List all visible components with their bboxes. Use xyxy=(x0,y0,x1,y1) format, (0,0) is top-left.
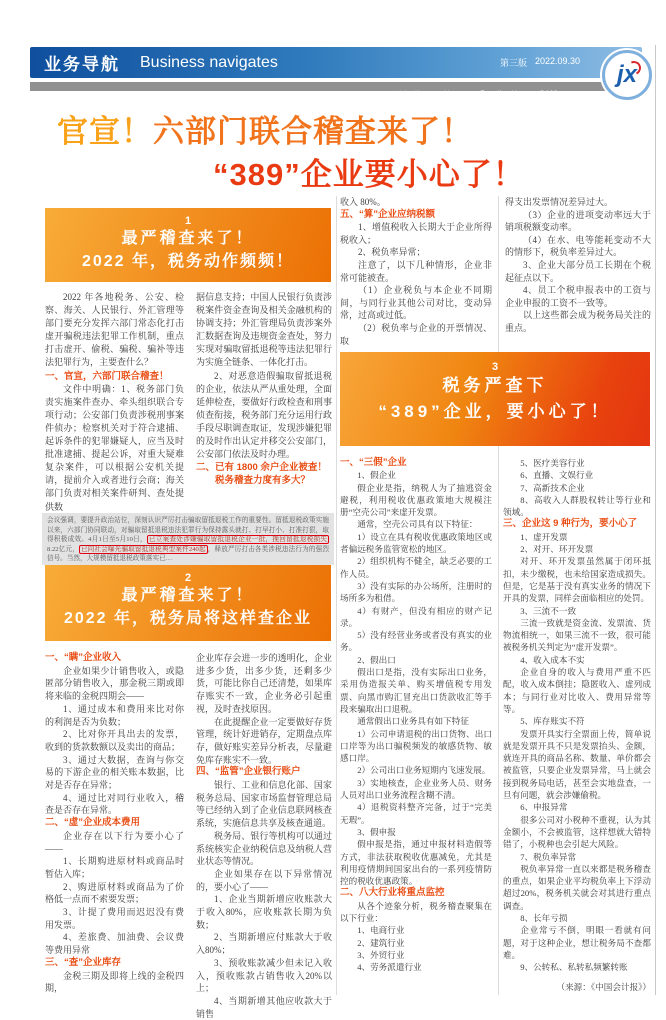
paragraph: 4、收入成本不实 xyxy=(520,654,585,665)
paragraph: 1）设立在具有税收优惠政策地区或者偏远税务监管宽松的地区。 xyxy=(340,531,492,555)
section3-title-line2: “389”企业，要小心了！ xyxy=(378,402,612,421)
section1-number: 1 xyxy=(184,215,192,227)
paragraph: 金税三期及即将上线的金税四期， xyxy=(45,970,184,994)
section3-column-right xyxy=(503,457,651,995)
section2-column-far-right-top xyxy=(505,196,651,348)
section2-title-line1: 最严稽查来了！ xyxy=(121,587,255,604)
main-headline-line2: “389”企业要小心了！ xyxy=(213,157,525,192)
masthead-logo-icon xyxy=(602,50,652,100)
paragraph: 4、劳务派遣行业 xyxy=(357,962,422,973)
paragraph: 二、已有 1800 余户企业被查！ xyxy=(196,462,327,474)
paragraph: 银行、工业和信息化部、国家税务总局、国家市场监督管理总局等已经纳入到了企业信息联网核查系统，实施信息共享及核查通道。 xyxy=(196,780,332,829)
main-headline-line1 xyxy=(57,106,473,151)
paragraph: 3、假申报 xyxy=(357,826,396,837)
paragraph: 三、企业这 9 种行为，要小心了 xyxy=(503,518,638,530)
paragraph: 4）有财产，但没有相应的财产记录。 xyxy=(340,605,492,628)
paragraph: 5、库存账实不符 xyxy=(520,716,585,727)
paragraph: 四、“监管”企业银行账户 xyxy=(196,766,301,778)
paragraph: 9、公转私、私转私频繁转账 xyxy=(520,962,628,973)
paragraph: 2）公司出口业务短期内飞速发展。 xyxy=(357,765,491,776)
paragraph: 1、通过成本和费用来比对你的利润是否为负数； xyxy=(45,703,184,727)
paragraph: 据信息支持；中国人民银行负责涉税案件资金查询及相关金融机构的协调支持；外汇管理局负责涉案外汇数据查询及违规资金查处，努力实现对骗取留抵退税等违法犯罪行为实施全链条、一体化打击。 xyxy=(196,292,332,368)
paragraph: 假企业是指，纳税人为了抽逃资金避税，利用税收优惠政策地大规模注册“空壳公司”来虚开发票。 xyxy=(340,482,492,518)
publication-date: 2022.09.30 xyxy=(534,56,580,66)
paragraph: 3、计提了费用而迟迟没有费用发票。 xyxy=(45,907,184,930)
paragraph: 4、差旅费、加油费、会议费等费用异常 xyxy=(45,932,184,956)
section1-column-left xyxy=(45,291,184,512)
meeting-note-box xyxy=(42,513,334,565)
section1-header-box xyxy=(45,208,331,282)
paragraph: 4、通过比对同行业收入，稽查是否存在异常。 xyxy=(45,792,184,816)
masthead-bar xyxy=(30,47,642,78)
paragraph: 7、高新技术企业 xyxy=(520,482,585,493)
note-highlight-1: 已立案查处涉嫌骗取留抵退税企业一批，挽回留抵退税损失 xyxy=(148,536,328,544)
paragraph: 3、外贸行业 xyxy=(357,949,405,960)
section2-number: 2 xyxy=(184,572,192,584)
paragraph: （来源：《中国会计报》） xyxy=(556,982,651,993)
paragraph: 3）没有实际的办公场所，注册时的场所多为租借。 xyxy=(340,580,492,604)
paragraph: 1、假企业 xyxy=(357,470,396,481)
paragraph: 从各个迹象分析，税务稽查聚集在以下行业： xyxy=(340,900,492,923)
paragraph: （4）在水、电等能耗变动不大的情形下，税负率差异过大。 xyxy=(505,234,651,258)
paragraph: 2、对恶意造假骗取留抵退税的企业，依法从严从重处理，全面延伸检查，要做好行政检查和刑事侦查衔接，税务部门充分运用行政手段尽职调查取证，发现涉嫌犯罪的及时作出认定并移交公安部门，公安部门依法及时办理。 xyxy=(196,370,332,460)
note-text-pre: 会议强调，要提升政治站位，深刻认识严厉打击骗取留抵退税工作的重要性。留抵退税政策实施以来，六部门协同联动，对骗取留抵退税违法犯罪行为保持露头就打、打早打小、打准打狠，取得积极成效。4月1日至5月10日， xyxy=(47,517,329,544)
section3-header-box xyxy=(340,352,650,446)
note-highlight-2: 已向社会曝光骗取留抵退税典型案件240起 xyxy=(80,545,206,553)
paragraph: 3、企业大部分员工长期在个税起征点以下。 xyxy=(505,259,651,283)
paragraph: 3、通过大数据，查询与你交易的下游企业的相关账本数据，比对是否存在异常； xyxy=(45,754,184,791)
headline-rest: 六部门联合稽查来了！ xyxy=(153,114,473,149)
paragraph: 假出口是指，没有实际出口业务，采用伪造报关单、购买增值税专用发票、向黑市购汇冒充出口货款收汇等手段来骗取出口退税。 xyxy=(340,667,492,714)
paragraph: 4）退税资料整齐完备，过于“完美无瑕”。 xyxy=(340,802,492,825)
paragraph: 5）没有经营业务或者没有真实的业务。 xyxy=(340,630,492,653)
paragraph: 2022 年各地税务、公安、检察、海关、人民银行、外汇管理等部门要充分发挥六部门常态化打击虚开骗税违法犯罪工作机制，重点打击虚开、偷税、骗税、骗补等违法犯罪行为，主要查什么？ xyxy=(45,292,184,368)
paragraph: 税务稽查力度有多大？ xyxy=(215,475,311,487)
paragraph: （1）企业税负与本企业不同期间，与同行业其他公司对比，变动异常，过高或过低。 xyxy=(340,285,492,321)
contact-url: http://www.cskb.sx.com E-mail:cskbpaper@163.com xyxy=(399,90,574,97)
section2-header-box xyxy=(45,565,331,641)
paragraph: 7、税负率异常 xyxy=(520,851,577,862)
paragraph: 税负率异常一直以来都是税务稽查的重点，如果企业平均税负率上下浮动超过20%，税务机关就会对其进行重点调查。 xyxy=(503,863,651,911)
paragraph: 企业存在以下行为要小心了—— xyxy=(45,830,184,854)
section2-column-middle-top xyxy=(340,196,492,348)
note-text-mid: 8.22亿元， xyxy=(47,545,79,553)
column-divider xyxy=(336,196,337,995)
section-title-en: Business navigates xyxy=(140,53,278,71)
section2-title-line2: 2022 年，税务局将这样查企业 xyxy=(63,610,313,627)
paragraph: 2、当期新增应付账款大于收入80%； xyxy=(196,932,332,956)
edition-number: 第三版 xyxy=(499,58,527,68)
paragraph: 3、预收账款减少但未记入收入，预收账款占销售收入20%以上； xyxy=(196,957,332,994)
paragraph: 二、八大行业将重点监控 xyxy=(340,887,445,899)
paragraph: 1、企业当期新增应收账款大于收入80%，应收账款长期为负数； xyxy=(196,894,332,930)
paragraph: 收入 80%。 xyxy=(340,197,386,207)
paragraph: （2）税负率与企业的开票情况、取 xyxy=(340,322,492,346)
section1-title-line2: 2022 年，税务动作频频！ xyxy=(81,253,295,270)
section-title-cn: 业务导航 xyxy=(44,55,120,74)
paragraph: 8、高收入人群股权转让等行业和领域。 xyxy=(503,494,651,518)
paragraph: 通常假出口业务具有如下特征 xyxy=(357,716,469,727)
section1-title-line1: 最严稽查来了！ xyxy=(121,230,255,247)
headline-lead: 官宣！ xyxy=(57,114,153,149)
paragraph: 企业常亏不倒，明眼一看就有问题，对于这种企业，想让税务局不查都难。 xyxy=(503,925,651,960)
paragraph: 1、虚开发票 xyxy=(520,531,568,542)
section3-column-left xyxy=(340,457,492,995)
paragraph: 6、直播、文娱行业 xyxy=(520,470,594,481)
paragraph: 发票开具实行全票面上传，简单说就是发票开具不只是发票抬头、金额，就连开具的商品名称、数量、单价都会被监管，只要企业发票异常，马上就会接到税务局电话，甚至会实地盘查，一旦有问题，就会涉嫌偷税。 xyxy=(503,728,651,801)
paragraph: 一、“三假”企业 xyxy=(340,457,407,468)
paragraph: 三流一致就是资金流、发票流、货物流相统一，如果三流不一致，很可能被税务机关判定为“虚开发票”。 xyxy=(503,617,651,653)
paragraph: 2、比对你开具出去的发票，收到的货款数额以及卖出的商品； xyxy=(45,729,184,752)
paragraph: 1）公司申请退税的出口货物、出口口岸等为出口骗税频发的敏感货物、敏感口岸。 xyxy=(340,728,492,764)
paragraph: 通常，空壳公司具有以下特征： xyxy=(357,519,478,530)
paragraph: 2、对开、环开发票 xyxy=(520,544,594,555)
paragraph: 企业如果存在以下异常情况的，要小心了—— xyxy=(196,868,332,892)
paragraph: 在此提醒企业一定要做好存货管理，统计好进销存，定期盘点库存，做好账实差异分析表，尽量避免库存账实不一致。 xyxy=(196,716,332,765)
section2-column-right xyxy=(196,652,332,1019)
paragraph: 假申报是指，通过申报材料造假等方式，非法获取税收优惠减免，尤其是利用疫情期间国家出台的一系列疫情防控的税收优惠政策。 xyxy=(340,839,492,887)
paragraph: 文件中明确：1、税务部门负责实施案件查办、牵头组织联合专项行动；公安部门负责涉税刑事案件侦办；检察机关对于符合逮捕、起诉条件的犯罪嫌疑人，应当及时批准逮捕、提起公诉，对重大疑难复杂案件，可以根据公安机关提请，提前介入或者进行会商；海关部门负责对相关案件研判、查处提供数 xyxy=(45,383,184,512)
column-divider xyxy=(498,196,499,995)
paragraph: 5、医疗美容行业 xyxy=(520,458,585,468)
section2-column-left xyxy=(45,652,184,995)
paragraph: 4、当期新增其他应收款大于销售 xyxy=(196,995,332,1019)
paragraph: （3）企业的进项变动率远大于销项税额变动率。 xyxy=(505,209,651,233)
paragraph: 五、“算”企业应纳税额 xyxy=(340,208,436,220)
page-edge-rule xyxy=(655,45,656,995)
paragraph: 6、申报异常 xyxy=(520,802,568,813)
section3-number: 3 xyxy=(491,361,499,373)
paragraph: 企业自身的收入与费用严重不匹配，收入成本倒挂；隐匿收入、虚列成本；与同行业对比收入、费用异常等等。 xyxy=(503,667,651,714)
paragraph: 1、增值税收入长期大于企业所得税收入； xyxy=(340,222,492,245)
paragraph: 2、建筑行业 xyxy=(357,937,405,948)
paragraph: 得支出发票情况差异过大。 xyxy=(505,197,614,207)
paragraph: 税务局、银行等机构可以通过系统核实企业纳税信息及纳税人营业状态等情况。 xyxy=(196,830,332,867)
paragraph: 二、“虚”企业成本费用 xyxy=(45,817,141,829)
paragraph: 一、官宣，六部门联合稽查！ xyxy=(45,370,169,382)
paragraph: 三、“查”企业库存 xyxy=(45,956,122,968)
section3-title-line1: 税务严查下 xyxy=(442,376,548,395)
paragraph: 1、电商行业 xyxy=(357,925,405,936)
logo-text: jx xyxy=(616,61,637,88)
paragraph: 企业如果少计销售收入，或隐匿部分销售收入，那金税三期或即将来临的金税四期会—— xyxy=(45,665,184,702)
paragraph: 2、假出口 xyxy=(357,654,396,665)
paragraph: 注意了，以下几种情形，企业非常可能被查。 xyxy=(340,259,492,283)
paragraph: 企业库存会进一步的透明化，企业进多少货，出多少货，还剩多少货，可能比你自己还清楚，如果库存账实不一致，企业务必引起重视，及时查找原因。 xyxy=(196,653,332,714)
paragraph: 对开、环开发票虽然属于闭环抵扣，未少缴税，也未给国家造成损失。但是，它是基于没有真实业务的情况下开具的发票，同样会面临相应的处罚。 xyxy=(503,556,651,604)
paragraph: 2、购进原材料或商品为了价格低一点而不索要发票； xyxy=(45,881,184,905)
paragraph: 4、员工个税申报表中的工资与企业申报的工资不一致等。 xyxy=(505,285,651,308)
paragraph: 8、长年亏损 xyxy=(520,912,568,923)
paragraph: 3）实地核查，企业业务人员、财务人员对出口业务流程含糊不清。 xyxy=(340,777,492,801)
section1-column-right xyxy=(196,291,332,509)
paragraph: 很多公司对小税种不重视，认为其金额小，不会被监管，这样想就大错特错了，小税种也会引起大风险。 xyxy=(503,814,651,850)
paragraph: 1、长期购进原材料或商品时暂估入库； xyxy=(45,856,184,879)
paragraph: 2、税负率异常； xyxy=(358,247,426,258)
paragraph: 以上这些都会成为税务局关注的重点。 xyxy=(505,310,651,333)
paragraph: 3、三流不一致 xyxy=(520,605,577,616)
edition-info xyxy=(500,56,580,69)
contact-strip xyxy=(30,82,642,97)
note-text-post: ，释放严厉打击各类涉税违法行为的强烈信号。当然，大规模留抵退税政策落实已… xyxy=(47,545,330,563)
paragraph: 一、“瞒”企业收入 xyxy=(45,652,122,663)
paragraph: 2）组织机构不健全，缺乏必要的工作人员。 xyxy=(340,556,492,579)
